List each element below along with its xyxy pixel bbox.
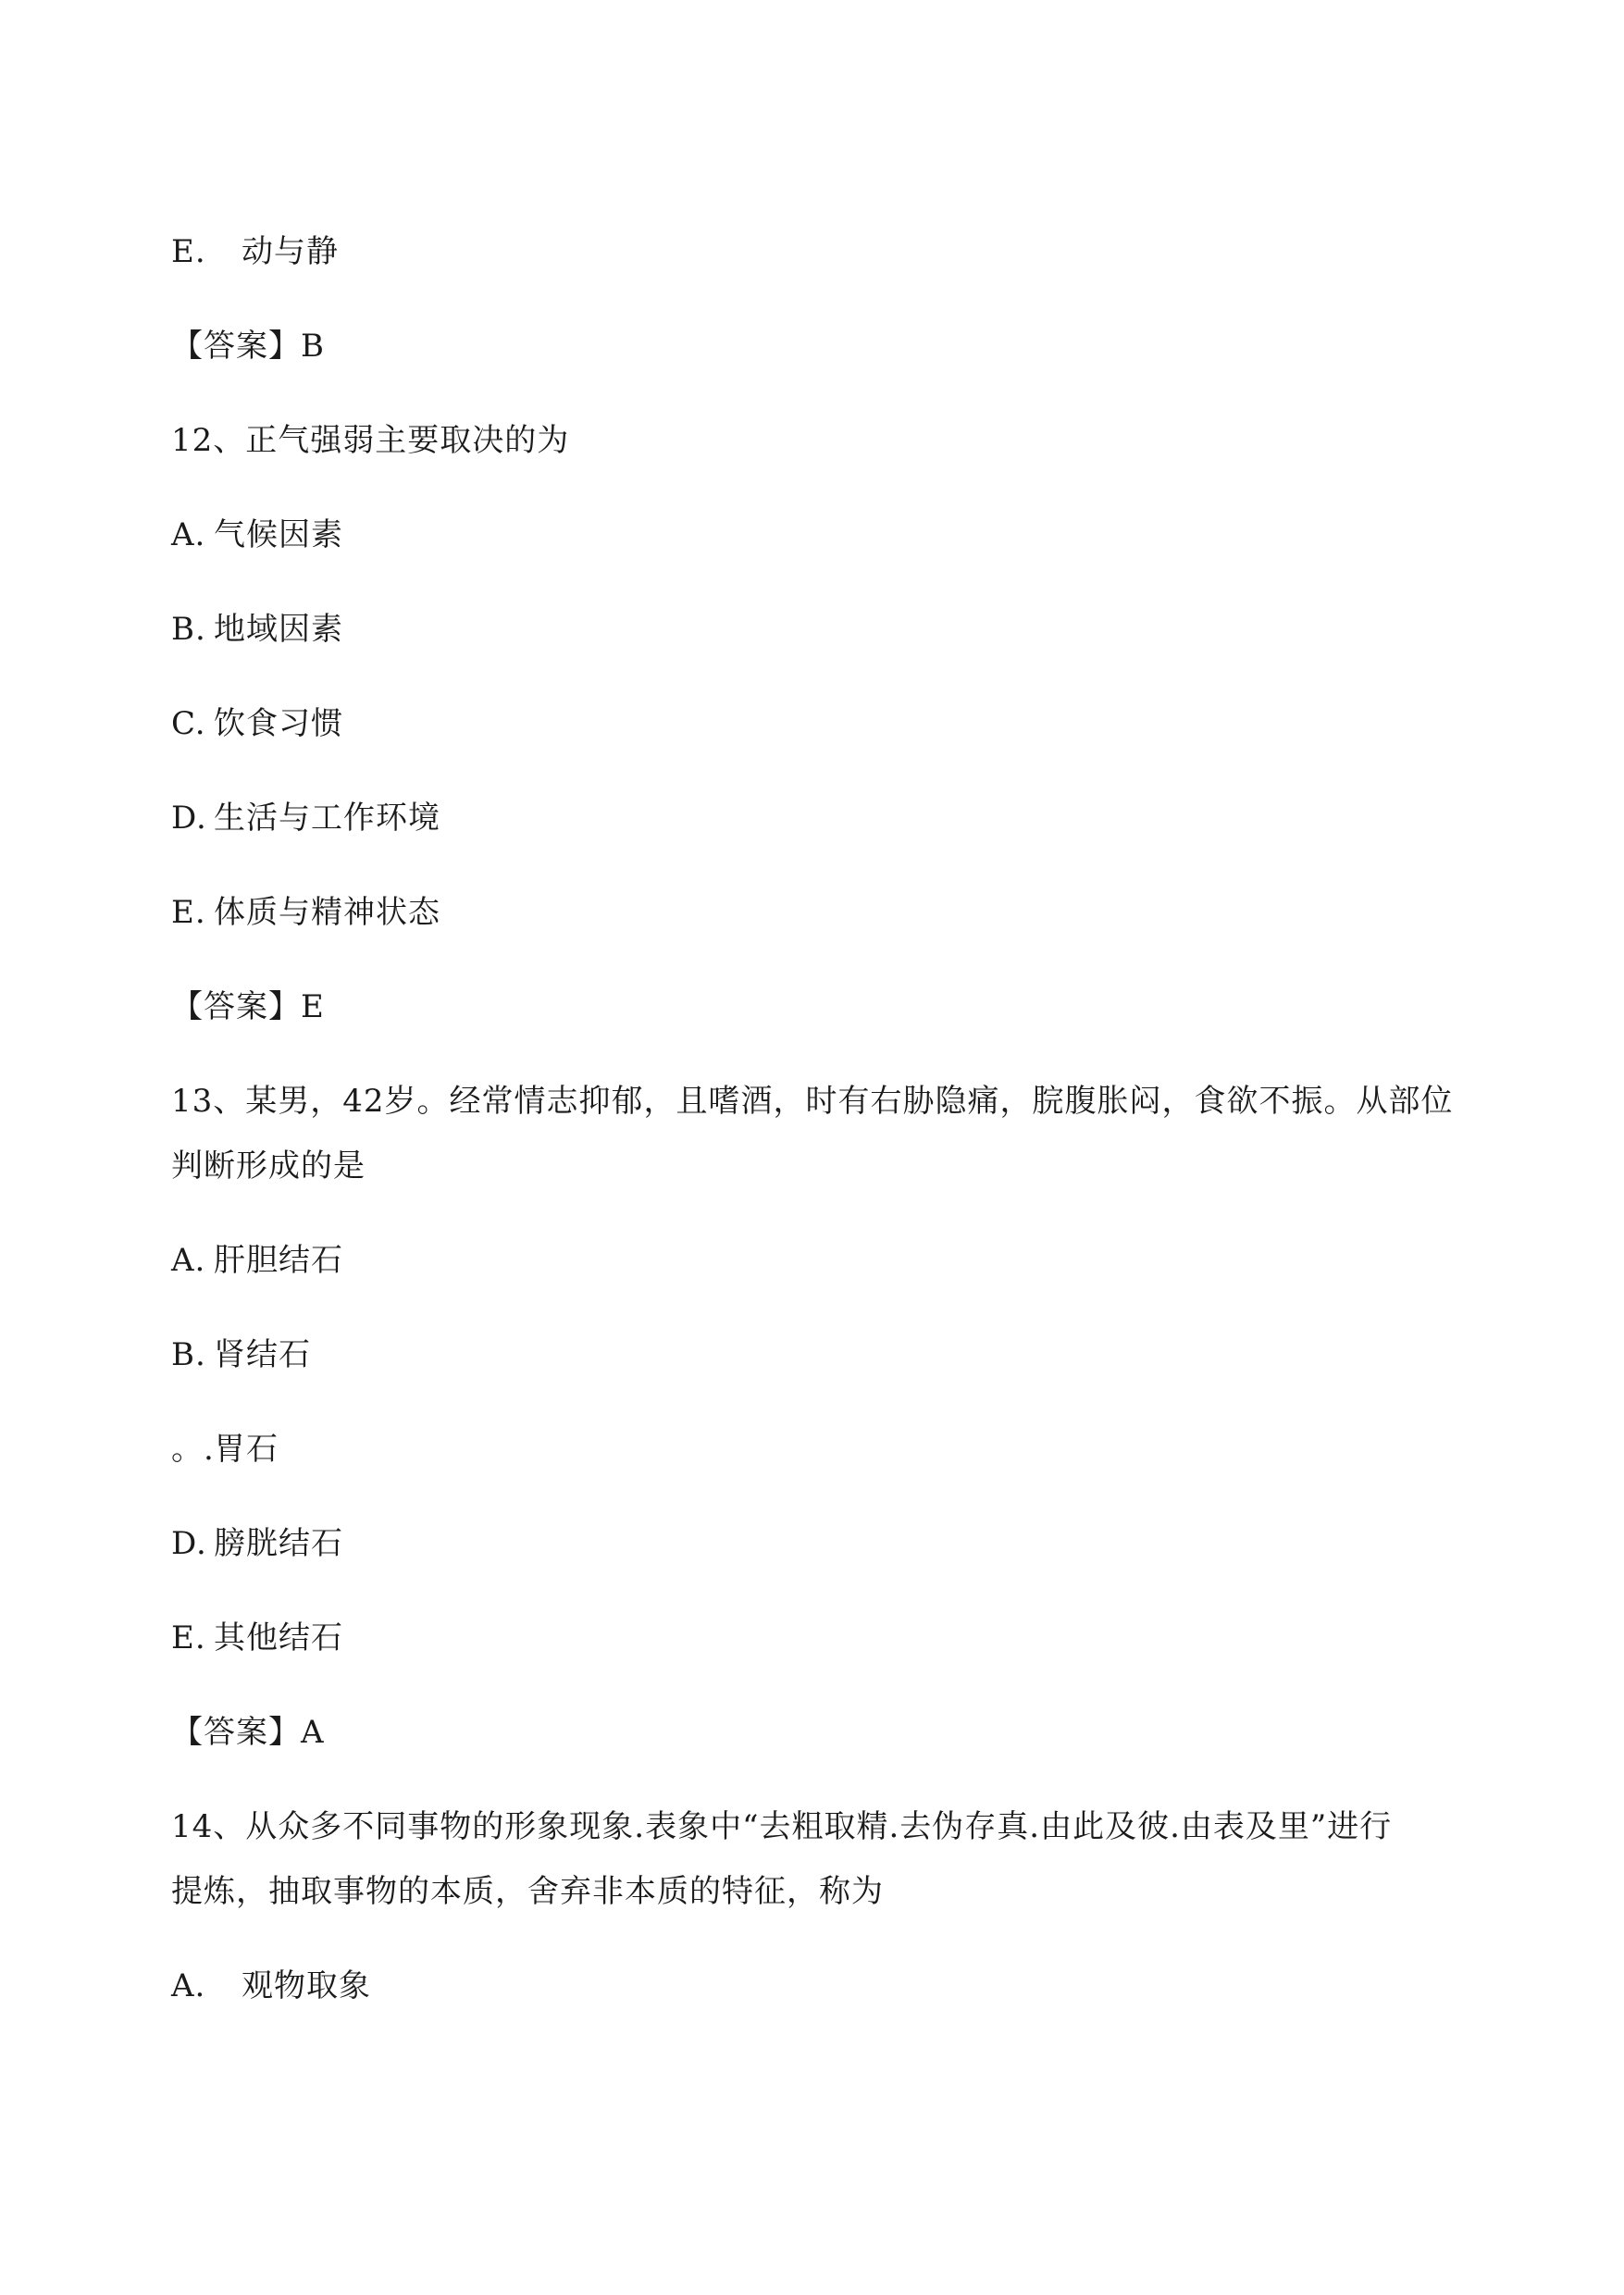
option-letter: D. (171, 800, 207, 837)
option-letter: B. (171, 1336, 206, 1373)
option-letter: A. (171, 1242, 206, 1279)
option-letter: 。. (171, 1431, 215, 1468)
option-text: 肝胆结石 (214, 1242, 343, 1279)
option-letter: C. (171, 705, 206, 742)
option-e (171, 233, 339, 270)
option-text: 体质与精神状态 (214, 894, 440, 931)
option-a (171, 1242, 343, 1279)
question-stem-line-2: 提炼，抽取事物的本质，舍弃非本质的特征，称为 (171, 1873, 884, 1910)
option-letter: D. (171, 1525, 207, 1562)
option-text: 其他结石 (214, 1619, 343, 1656)
option-letter: B. (171, 611, 206, 648)
option-text: 观物取象 (242, 1967, 371, 2004)
question-stem: 12、正气强弱主要取决的为 (171, 422, 570, 459)
option-letter: E. (171, 1619, 206, 1656)
option-letter: E. (171, 233, 206, 270)
option-text: 生活与工作环境 (214, 800, 440, 837)
option-text: 胃石 (214, 1431, 279, 1468)
option-d (171, 800, 440, 837)
answer-line: 【答案】E (171, 988, 325, 1025)
option-letter: A. (171, 516, 206, 553)
option-text: 肾结石 (214, 1336, 311, 1373)
option-text: 动与静 (242, 233, 339, 270)
option-d (171, 1525, 343, 1562)
option-b (171, 1336, 311, 1373)
option-e (171, 894, 440, 931)
option-a (171, 516, 343, 553)
option-c (171, 705, 343, 742)
answer-line: 【答案】A (171, 1714, 325, 1751)
option-text: 地域因素 (214, 611, 343, 648)
option-text: 气候因素 (214, 516, 343, 553)
option-e (171, 1619, 343, 1656)
option-text: 膀胱结石 (214, 1525, 343, 1562)
option-text: 饮食习惯 (214, 705, 343, 742)
answer-line: 【答案】B (171, 328, 325, 365)
question-stem-line-1: 14、从众多不同事物的形象现象.表象中“去粗取精.去伪存真.由此及彼.由表及里”进行 (171, 1808, 1393, 1845)
option-a (171, 1967, 371, 2004)
question-stem-line-1: 13、某男，42岁。经常情志抑郁，且嗜酒，时有右胁隐痛，脘腹胀闷，食欲不振。从部位 (171, 1083, 1454, 1120)
option-c (171, 1431, 279, 1468)
question-stem-line-2: 判断形成的是 (171, 1148, 366, 1185)
option-b (171, 611, 343, 648)
option-letter: E. (171, 894, 206, 931)
option-letter: A. (171, 1967, 206, 2004)
